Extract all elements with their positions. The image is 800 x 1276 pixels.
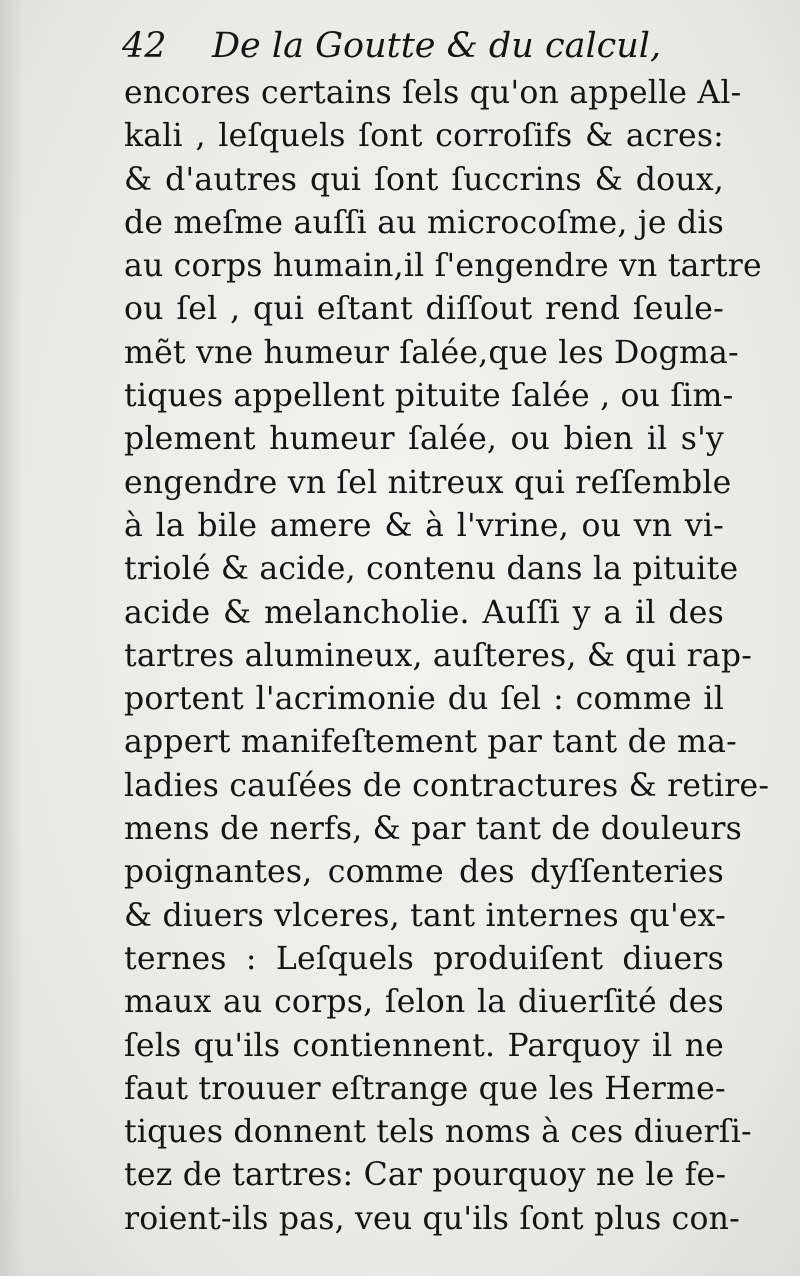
text-line: ou ſel , qui eſtant diſſout rend ſeule- [124,291,724,328]
text-line: tez de tartres: Car pourquoy ne le fe- [124,1157,727,1194]
text-line: poignantes, comme des dyſſenteries [124,854,724,891]
text-line: appert manifeſtement par tant de ma- [124,724,737,761]
text-line: portent l'acrimonie du ſel : comme il [124,681,724,718]
page-header [122,20,682,72]
text-line: mẽt vne humeur ſalée,que les Dogma- [124,334,739,371]
text-line: roient-ils pas, veu qu'ils ſont plus con- [124,1200,740,1237]
running-head: De la Goutte & du calcul, [212,26,662,66]
text-line: ternes : Leſquels produiſent diuers [124,940,724,977]
text-line: à la bile amere & à l'vrine, ou vn vi- [124,507,724,544]
text-line: tartres alumineux, auſteres, & qui rap- [124,637,753,674]
text-line: ladies cauſées de contractures & retire- [124,767,770,804]
text-line: tiques donnent tels noms à ces diuerſi- [124,1114,752,1151]
body-text [124,72,770,1241]
text-line: & d'autres qui ſont ſuccrins & doux, [124,161,724,198]
text-line: kali , leſquels ſont corroſifs & acres: [124,118,724,155]
page-edge-shadow [0,0,22,1276]
text-line: de meſme auſſi au microcoſme, je dis [124,204,724,241]
text-line: ſels qu'ils contiennent. Parquoy il ne [124,1027,724,1064]
text-line: triolé & acide, contenu dans la pituite [124,551,739,588]
text-line: plement humeur ſalée, ou bien il s'y [124,421,724,458]
text-line: faut trouuer eſtrange que les Herme- [124,1070,726,1107]
text-line: maux au corps, ſelon la diuerſité des [124,984,724,1021]
page-number: 42 [122,26,167,66]
text-line: engendre vn ſel nitreux qui reſſemble [124,464,732,501]
text-line: au corps humain,il ſ'engendre vn tartre [124,248,762,285]
text-line: acide & melancholie. Auſſi y a il des [124,594,724,631]
text-line: & diuers vlceres, tant internes qu'ex- [124,897,726,934]
text-line: encores certains ſels qu'on appelle Al- [124,75,742,111]
text-line: mens de nerfs, & par tant de douleurs [124,811,742,848]
text-line: tiques appellent pituite ſalée , ou ſim- [124,378,734,415]
